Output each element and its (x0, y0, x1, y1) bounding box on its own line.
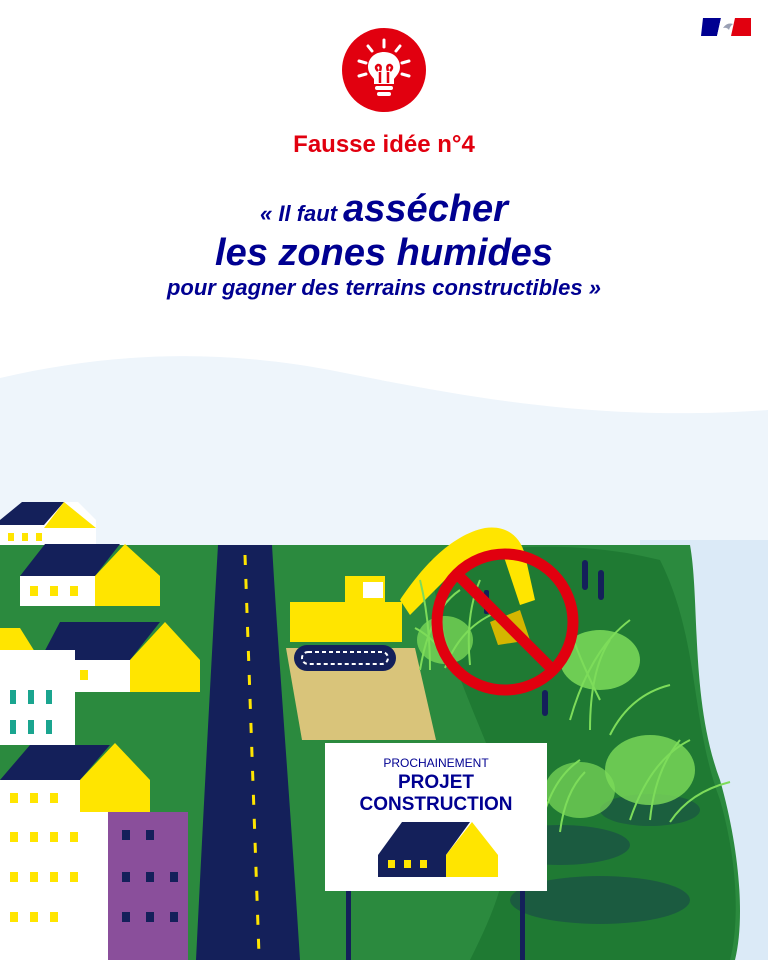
myth-number-heading: Fausse idée n°4 (293, 131, 475, 158)
quote-line-2: les zones humides (215, 232, 553, 274)
lightbulb-icon (342, 28, 426, 112)
sign-title-2: CONSTRUCTION (359, 794, 513, 815)
sign-small-text: PROCHAINEMENT (383, 756, 489, 770)
wetland-construction-illustration (0, 340, 768, 960)
sign-title-1: PROJET (397, 772, 475, 793)
quote-emphasis: assécher (343, 188, 508, 230)
quote-open: « Il faut (260, 201, 344, 226)
republic-flag-logo (701, 18, 751, 36)
quote-line-1 (0, 188, 768, 231)
quote-line-3: pour gagner des terrains constructibles » (166, 275, 601, 300)
